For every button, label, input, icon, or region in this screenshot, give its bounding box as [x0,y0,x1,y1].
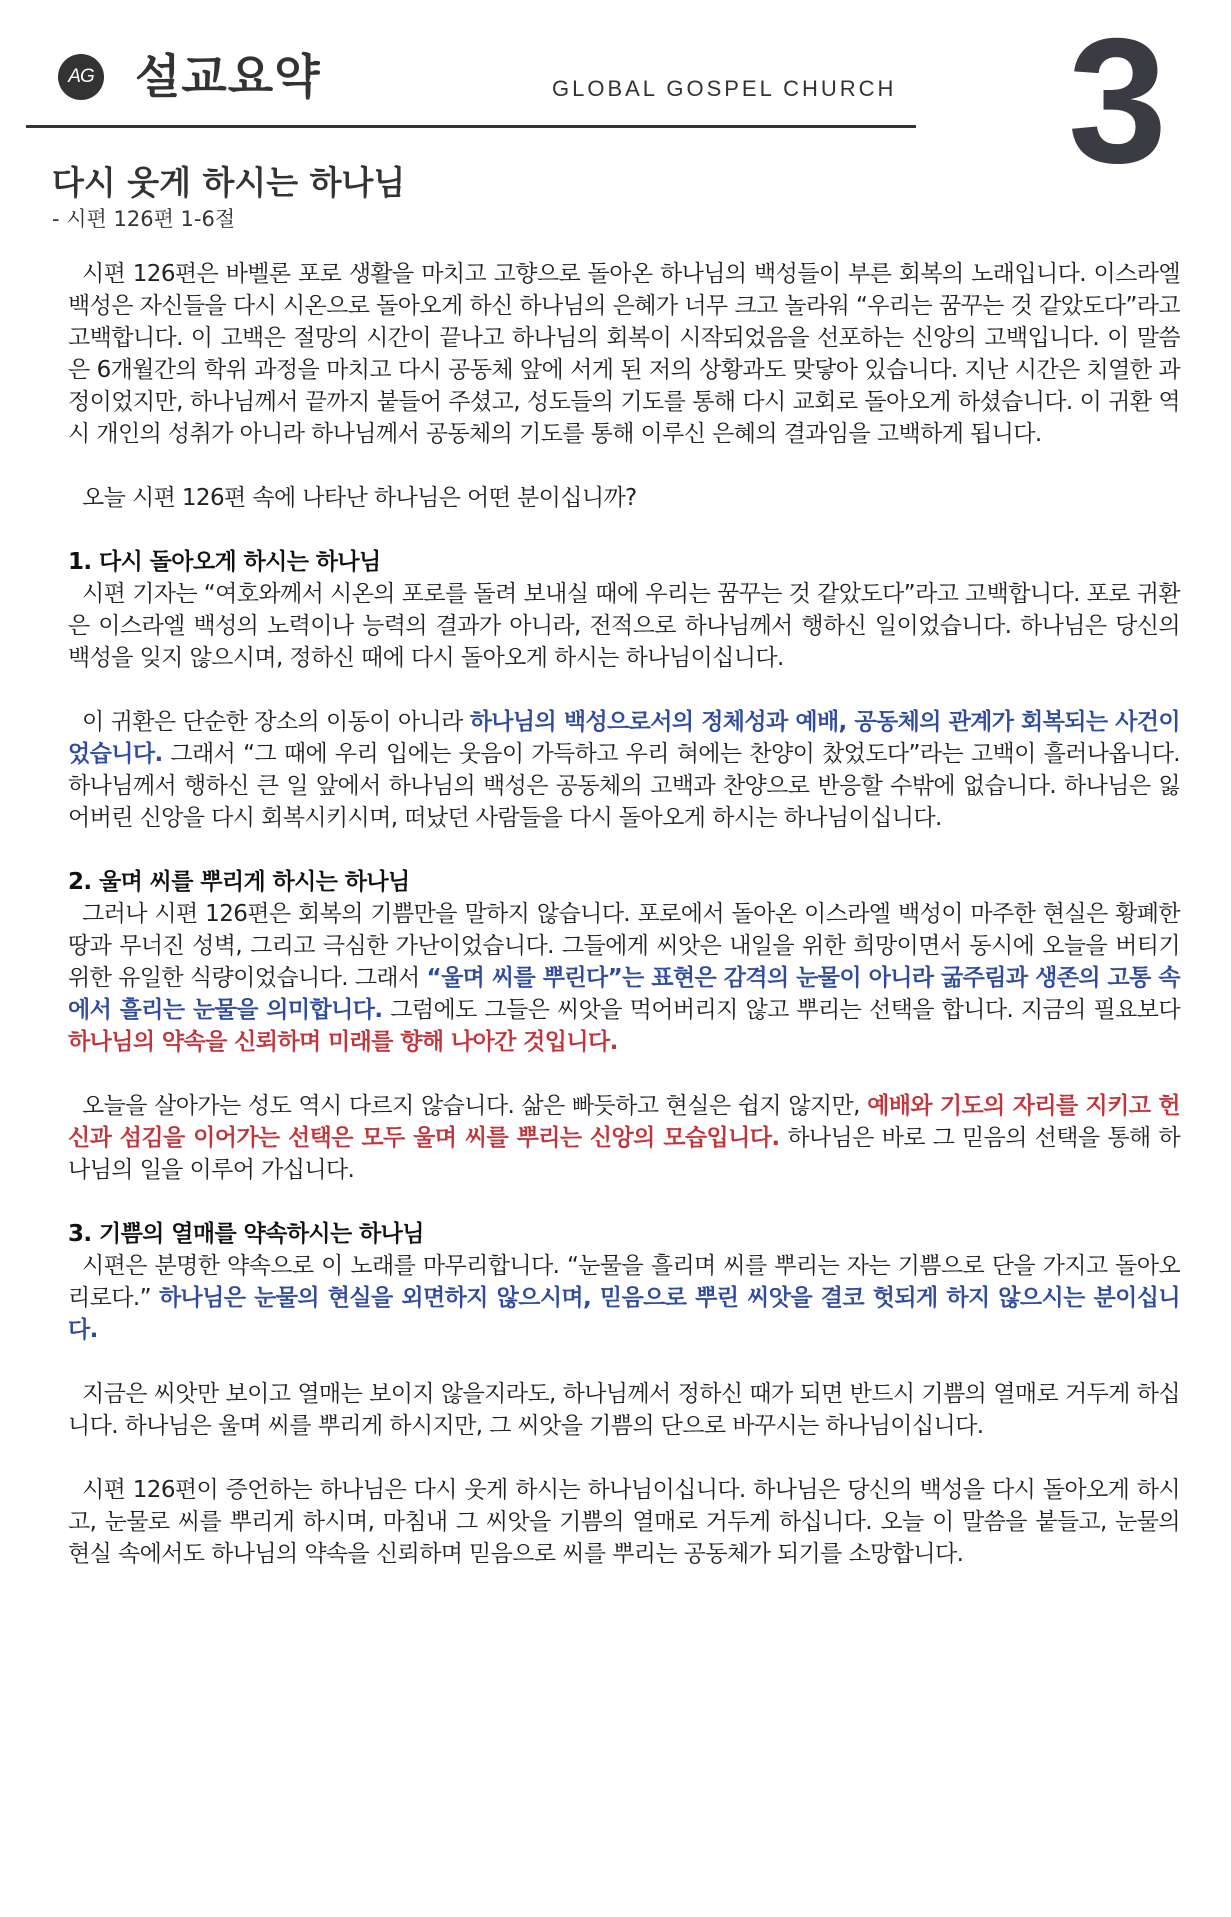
issue-number: 3 [1068,1,1167,200]
section3-paragraph-1 [68,1250,1180,1346]
blue-highlight: 하나님은 눈물의 현실을 외면하지 않으시며, 믿음으로 뿌린 씨앗을 결코 헛되게 하지 않으시는 분이십니다. [68,1285,1181,1343]
text-run: 시편은 분명한 약속으로 이 노래를 마무리합니다. “눈물을 흘리며 씨를 뿌리는 자는 기쁨으로 단을 가지고 돌아오리로다.” [68,1253,1180,1311]
header-divider [26,125,916,128]
church-logo: AG [58,54,104,100]
intro-paragraph: 시편 126편은 바벨론 포로 생활을 마치고 고향으로 돌아온 하나님의 백성들이 부른 회복의 노래입니다. 이스라엘 백성은 자신들을 다시 시온으로 돌아오게 하신 하나님의 은혜가 너무 크고 놀라워 “우리는 꿈꾸는 것 같았도다”라고 고백합니다. 이 고백은 절망의 시간이 끝나고 하나님의 회복이 시작되었음을 선포하는 신앙의 고백입니다. 이 말씀은 6개월간의 학위 과정을 마치고 다시 공동체 앞에 서게 된 저의 상황과도 맞닿아 있습니다. 지난 시간은 치열한 과정이었지만, 하나님께서 끝까지 붙들어 주셨고, 성도들의 기도를 통해 다시 교회로 돌아오게 하셨습니다. 이 귀환 역시 개인의 성취가 아니라 하나님께서 공동체의 기도를 통해 이루신 은혜의 결과임을 고백하게 됩니다. [68,261,1180,447]
blue-highlight: “울며 씨를 뿌린다”는 표현은 감격의 눈물이 아니라 굶주림과 생존의 고통 속에서 흘리는 눈물을 의미합니다. [68,965,1180,1023]
section2-paragraph-2 [68,1090,1180,1186]
conclusion-paragraph: 시편 126편이 증언하는 하나님은 다시 웃게 하시는 하나님이십니다. 하나님은 당신의 백성을 다시 돌아오게 하시고, 눈물로 씨를 뿌리게 하시며, 마침내 그 씨앗을 기쁨의 열매로 거두게 하십니다. 오늘 이 말씀을 붙들고, 눈물의 현실 속에서도 하나님의 약속을 신뢰하며 믿음으로 씨를 뿌리는 공동체가 되기를 소망합니다. [68,1477,1180,1567]
section1-paragraph-1: 시편 기자는 “여호와께서 시온의 포로를 돌려 보내실 때에 우리는 꿈꾸는 것 같았도다”라고 고백합니다. 포로 귀환은 이스라엘 백성의 노력이나 능력의 결과가 아니라, 전적으로 하나님께서 행하신 일이었습니다. 하나님은 당신의 백성을 잊지 않으시며, 정하신 때에 다시 돌아오게 하시는 하나님이십니다. [68,581,1180,671]
intro-question: 오늘 시편 126편 속에 나타난 하나님은 어떤 분이십니까? [82,485,637,511]
sermon-title: 다시 웃게 하시는 하나님 [52,163,406,202]
text-run: 그럼에도 그들은 씨앗을 먹어버리지 않고 뿌리는 선택을 합니다. 지금의 필요보다 [382,997,1180,1023]
section-heading-1: 1. 다시 돌아오게 하시는 하나님 [68,549,381,575]
sermon-body [68,258,1180,1602]
scripture-reference: - 시편 126편 1-6절 [52,207,236,231]
section2-paragraph-1 [68,898,1180,1058]
section-heading-3: 3. 기쁨의 열매를 약속하시는 하나님 [68,1221,424,1247]
text-run: 하나님은 바로 그 믿음의 선택을 통해 하나님의 일을 이루어 가십니다. [68,1125,1180,1183]
section3-paragraph-2: 지금은 씨앗만 보이고 열매는 보이지 않을지라도, 하나님께서 정하신 때가 되면 반드시 기쁨의 열매로 거두게 하십니다. 하나님은 울며 씨를 뿌리게 하시지만, 그 씨앗을 기쁨의 단으로 바꾸시는 하나님이십니다. [68,1381,1180,1439]
text-run: 이 귀환은 단순한 장소의 이동이 아니라 [82,709,470,735]
blue-highlight: 하나님의 백성으로서의 정체성과 예배, 공동체의 관계가 회복되는 사건이었습니다. [68,709,1181,767]
text-run: 오늘을 살아가는 성도 역시 다르지 않습니다. 삶은 빠듯하고 현실은 쉽지 않지만, [82,1093,868,1119]
section-heading-2: 2. 울며 씨를 뿌리게 하시는 하나님 [68,869,410,895]
section1-paragraph-2 [68,706,1180,834]
text-run: 그래서 “그 때에 우리 입에는 웃음이 가득하고 우리 혀에는 찬양이 찼었도다”라는 고백이 흘러나옵니다. 하나님께서 행하신 큰 일 앞에서 하나님의 백성은 공동체의 고백과 찬양으로 반응할 수밖에 없습니다. 하나님은 잃어버린 신앙을 다시 회복시키시며, 떠났던 사람들을 다시 돌아오게 하시는 하나님이십니다. [68,741,1180,831]
red-highlight: 예배와 기도의 자리를 지키고 헌신과 섬김을 이어가는 선택은 모두 울며 씨를 뿌리는 신앙의 모습입니다. [68,1093,1180,1151]
text-run: 그러나 시편 126편은 회복의 기쁨만을 말하지 않습니다. 포로에서 돌아온 이스라엘 백성이 마주한 현실은 황폐한 땅과 무너진 성벽, 그리고 극심한 가난이었습니다. 그들에게 씨앗은 내일을 위한 희망이면서 동시에 오늘을 버티기 위한 유일한 식량이었습니다. 그래서 [68,901,1180,991]
church-name: GLOBAL GOSPEL CHURCH [552,76,897,101]
red-highlight: 하나님의 약속을 신뢰하며 미래를 향해 나아간 것입니다. [68,1029,618,1055]
page-heading: 설교요약 [135,50,321,105]
